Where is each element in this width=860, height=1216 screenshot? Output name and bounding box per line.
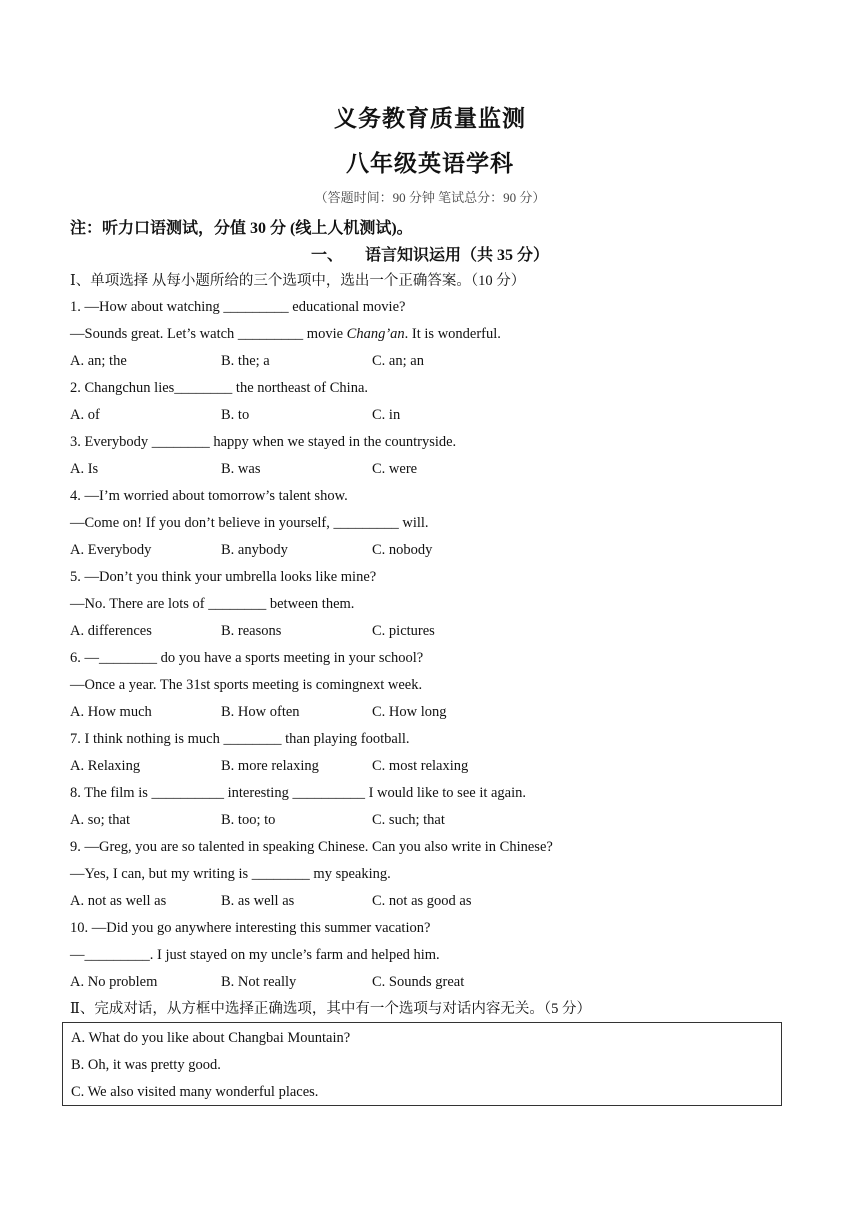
question-line: —Once a year. The 31st sports meeting is comingnext week. — [70, 677, 423, 693]
option-a[interactable]: A. not as well as — [70, 893, 167, 909]
question-line: 5. —Don’t you think your umbrella looks like mine? — [70, 569, 377, 585]
question-list — [70, 296, 790, 1025]
question-text: . It is wonderful. — [404, 326, 501, 342]
option-c[interactable]: C. were — [372, 461, 418, 477]
box-option-c: C. We also visited many wonderful places. — [71, 1084, 319, 1100]
option-a[interactable]: A. How much — [70, 704, 152, 720]
option-b[interactable]: B. to — [221, 407, 250, 423]
options-row — [70, 971, 790, 998]
option-a[interactable]: A. Everybody — [70, 542, 152, 558]
page-title: 义务教育质量监测 — [334, 106, 526, 131]
options-row — [70, 458, 790, 485]
question-line: 1. —How about watching _________ educational movie? — [70, 299, 406, 315]
option-c[interactable]: C. pictures — [372, 623, 435, 639]
option-c[interactable]: C. in — [372, 407, 401, 423]
option-b[interactable]: B. reasons — [221, 623, 282, 639]
options-row — [70, 404, 790, 431]
question-line: 4. —I’m worried about tomorrow’s talent show. — [70, 488, 348, 504]
option-a[interactable]: A. an; the — [70, 353, 127, 369]
section-number: 一、 — [310, 247, 343, 264]
option-b[interactable]: B. anybody — [221, 542, 288, 558]
options-row — [70, 350, 790, 377]
option-a[interactable]: A. Relaxing — [70, 758, 141, 774]
options-row — [70, 539, 790, 566]
option-c[interactable]: C. such; that — [372, 812, 445, 828]
question-line: —No. There are lots of ________ between them. — [70, 596, 355, 612]
option-b[interactable]: B. too; to — [221, 812, 276, 828]
part1-instruction: Ⅰ、单项选择 从每小题所给的三个选项中，选出一个正确答案。（10 分） — [70, 273, 526, 289]
option-a[interactable]: A. so; that — [70, 812, 131, 828]
option-b[interactable]: B. as well as — [221, 893, 295, 909]
box-option-b: B. Oh, it was pretty good. — [71, 1057, 221, 1073]
option-c[interactable]: C. an; an — [372, 353, 424, 369]
question-line: 2. Changchun lies________ the northeast of China. — [70, 380, 369, 396]
option-a[interactable]: A. Is — [70, 461, 99, 477]
question-line: —_________. I just stayed on my uncle’s farm and helped him. — [70, 947, 440, 963]
exam-info: （答题时间：90 分钟 笔试总分：90 分） — [314, 190, 546, 205]
option-a[interactable]: A. No problem — [70, 974, 158, 990]
question-line: 10. —Did you go anywhere interesting this summer vacation? — [70, 920, 431, 936]
question-line: 6. —________ do you have a sports meeting in your school? — [70, 650, 424, 666]
listening-note: 注：听力口语测试，分值 30 分 (线上人机测试)。 — [70, 220, 413, 237]
movie-title: Chang’an — [346, 326, 405, 342]
option-b[interactable]: B. more relaxing — [221, 758, 319, 774]
subject-title: 八年级英语学科 — [346, 151, 514, 176]
option-b[interactable]: B. the; a — [221, 353, 270, 369]
option-b[interactable]: B. How often — [221, 704, 300, 720]
part2-instruction: Ⅱ、完成对话，从方框中选择正确选项，其中有一个选项与对话内容无关。（5 分） — [70, 1001, 591, 1017]
question-line: 3. Everybody ________ happy when we stayed in the countryside. — [70, 434, 457, 450]
option-c[interactable]: C. not as good as — [372, 893, 472, 909]
options-box — [62, 1022, 782, 1106]
question-line: 9. —Greg, you are so talented in speaking Chinese. Can you also write in Chinese? — [70, 839, 553, 855]
question-line — [70, 323, 790, 350]
option-c[interactable]: C. Sounds great — [372, 974, 465, 990]
box-option-a: A. What do you like about Changbai Mountain? — [71, 1030, 351, 1046]
options-row — [70, 701, 790, 728]
options-row — [70, 809, 790, 836]
options-row — [70, 755, 790, 782]
question-line: —Yes, I can, but my writing is ________ my speaking. — [70, 866, 391, 882]
section-heading — [0, 242, 860, 265]
option-c[interactable]: C. most relaxing — [372, 758, 469, 774]
question-line: 8. The film is __________ interesting __________ I would like to see it again. — [70, 785, 527, 801]
option-a[interactable]: A. differences — [70, 623, 152, 639]
options-row — [70, 890, 790, 917]
question-line: 7. I think nothing is much ________ than playing football. — [70, 731, 410, 747]
option-a[interactable]: A. of — [70, 407, 100, 423]
section-title: 语言知识运用（共 35 分） — [365, 247, 550, 264]
option-b[interactable]: B. Not really — [221, 974, 297, 990]
option-c[interactable]: C. nobody — [372, 542, 433, 558]
option-c[interactable]: C. How long — [372, 704, 447, 720]
question-line: —Come on! If you don’t believe in yourself, _________ will. — [70, 515, 429, 531]
options-row — [70, 620, 790, 647]
option-b[interactable]: B. was — [221, 461, 261, 477]
question-text: —Sounds great. Let’s watch _________ movie — [70, 326, 347, 342]
